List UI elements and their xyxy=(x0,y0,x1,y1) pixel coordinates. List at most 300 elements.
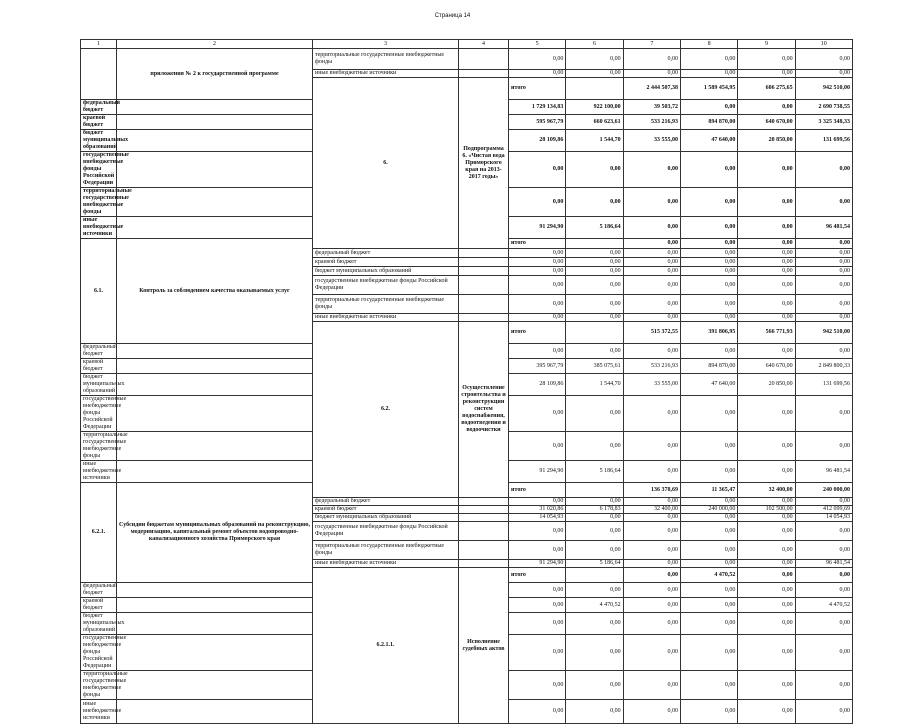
funding-source: бюджет муниципальных образований xyxy=(81,374,117,396)
amount-cell: 0,00 xyxy=(680,276,737,295)
amount-cell: 0,00 xyxy=(509,295,566,314)
amount-cell: 0,00 xyxy=(795,344,852,359)
empty-cell xyxy=(117,359,313,374)
amount-cell: 0,00 xyxy=(509,70,566,78)
item-code: 6.2. xyxy=(313,322,459,498)
empty-cell xyxy=(459,70,509,78)
amount-cell: 0,00 xyxy=(680,598,737,613)
amount-cell: 33 555,00 xyxy=(623,374,680,396)
amount-cell: 0,00 xyxy=(680,314,737,322)
funding-source: бюджет муниципальных образований xyxy=(81,613,117,635)
amount-cell: 0,00 xyxy=(509,432,566,461)
amount-cell: 0,00 xyxy=(738,239,795,249)
amount-cell: 0,00 xyxy=(623,671,680,700)
amount-cell: 0,00 xyxy=(509,188,566,217)
empty-cell xyxy=(117,671,313,700)
amount-cell: 102 500,00 xyxy=(738,506,795,514)
amount-cell: 5 186,64 xyxy=(566,461,623,483)
amount-cell: 0,00 xyxy=(795,522,852,541)
amount-cell: 0,00 xyxy=(623,700,680,724)
amount-cell: 894 870,00 xyxy=(680,359,737,374)
empty-cell xyxy=(117,598,313,613)
funding-source: краевой бюджет xyxy=(81,598,117,613)
amount-cell: 0,00 xyxy=(795,700,852,724)
amount-cell: 0,00 xyxy=(509,276,566,295)
amount-cell: 0,00 xyxy=(680,258,737,267)
funding-source: федеральный бюджет xyxy=(313,498,459,506)
amount-cell: 0,00 xyxy=(680,432,737,461)
column-number: 10 xyxy=(795,40,852,49)
amount-cell: 0,00 xyxy=(509,249,566,258)
amount-cell: 395 967,79 xyxy=(509,359,566,374)
item-code: 6.2.1.1. xyxy=(313,568,459,724)
amount-cell: 0,00 xyxy=(566,314,623,322)
amount-cell: 20 850,00 xyxy=(738,374,795,396)
funding-source: государственные внебюджетные фонды Российской Федерации xyxy=(313,522,459,541)
empty-cell xyxy=(459,267,509,276)
empty-cell xyxy=(117,344,313,359)
amount-cell: 894 870,00 xyxy=(680,115,737,130)
funding-source: итого xyxy=(509,568,566,583)
amount-cell: 47 640,00 xyxy=(680,130,737,152)
amount-cell: 0,00 xyxy=(623,635,680,671)
amount-cell: 0,00 xyxy=(566,267,623,276)
amount-cell: 0,00 xyxy=(680,498,737,506)
amount-cell: 11 365,47 xyxy=(680,483,737,498)
amount-cell: 0,00 xyxy=(509,671,566,700)
amount-cell: 4 470,52 xyxy=(795,598,852,613)
item-name: Подпрограмма 6. «Чистая вода Приморского края на 2013- 2017 годы» xyxy=(459,78,509,249)
column-number: 4 xyxy=(459,40,509,49)
amount-cell: 20 850,00 xyxy=(738,130,795,152)
empty-cell xyxy=(117,115,313,130)
amount-cell: 0,00 xyxy=(738,295,795,314)
funding-source: федеральный бюджет xyxy=(313,249,459,258)
amount-cell: 0,00 xyxy=(795,70,852,78)
amount-cell: 0,00 xyxy=(509,700,566,724)
amount-cell: 5 186,64 xyxy=(566,217,623,239)
amount-cell: 385 075,61 xyxy=(566,359,623,374)
amount-cell: 1 544,70 xyxy=(566,374,623,396)
amount-cell: 0,00 xyxy=(738,49,795,70)
amount-cell: 0,00 xyxy=(795,276,852,295)
amount-cell: 0,00 xyxy=(738,461,795,483)
amount-cell: 5 186,64 xyxy=(566,560,623,568)
amount-cell: 0,00 xyxy=(795,583,852,598)
amount-cell: 28 109,86 xyxy=(509,130,566,152)
funding-source: краевой бюджет xyxy=(81,359,117,374)
amount-cell: 0,00 xyxy=(566,152,623,188)
amount-cell: 0,00 xyxy=(623,239,680,249)
amount-cell: 0,00 xyxy=(623,396,680,432)
amount-cell: 131 699,56 xyxy=(795,130,852,152)
amount-cell: 0,00 xyxy=(795,152,852,188)
amount-cell: 4 470,52 xyxy=(566,598,623,613)
amount-cell: 0,00 xyxy=(623,188,680,217)
amount-cell: 91 294,90 xyxy=(509,560,566,568)
amount-cell: 0,00 xyxy=(623,276,680,295)
amount-cell: 0,00 xyxy=(680,152,737,188)
amount-cell: 0,00 xyxy=(680,522,737,541)
amount-cell: 0,00 xyxy=(738,598,795,613)
amount-cell: 0,00 xyxy=(738,188,795,217)
amount-cell: 0,00 xyxy=(680,295,737,314)
amount-cell: 0,00 xyxy=(680,396,737,432)
funding-source: бюджет муниципальных образований xyxy=(313,267,459,276)
amount-cell: 0,00 xyxy=(509,583,566,598)
funding-source: иные внебюджетные источники xyxy=(81,461,117,483)
funding-source: итого xyxy=(509,78,566,100)
amount-cell: 0,00 xyxy=(509,258,566,267)
amount-cell: 0,00 xyxy=(509,541,566,560)
column-number: 6 xyxy=(566,40,623,49)
empty-cell xyxy=(459,498,509,506)
amount-cell: 0,00 xyxy=(795,396,852,432)
amount-cell: 0,00 xyxy=(623,267,680,276)
funding-source: территориальные государственные внебюджетные фонды xyxy=(81,188,117,217)
empty-cell xyxy=(459,560,509,568)
funding-source: государственные внебюджетные фонды Российской Федерации xyxy=(81,152,117,188)
amount-cell: 0,00 xyxy=(509,613,566,635)
amount-cell: 0,00 xyxy=(566,583,623,598)
funding-source: иные внебюджетные источники xyxy=(81,217,117,239)
empty-cell xyxy=(566,239,623,249)
empty-cell xyxy=(117,635,313,671)
column-number: 9 xyxy=(738,40,795,49)
amount-cell: 533 216,93 xyxy=(623,115,680,130)
amount-cell: 0,00 xyxy=(680,671,737,700)
funding-source: иные внебюджетные источники xyxy=(313,314,459,322)
column-number: 5 xyxy=(509,40,566,49)
empty-cell xyxy=(117,217,313,239)
amount-cell: 0,00 xyxy=(795,49,852,70)
empty-cell xyxy=(117,613,313,635)
amount-cell: 0,00 xyxy=(738,613,795,635)
item-code: 6.1. xyxy=(81,239,117,344)
amount-cell: 2 444 507,38 xyxy=(623,78,680,100)
amount-cell: 0,00 xyxy=(795,258,852,267)
amount-cell: 0,00 xyxy=(623,568,680,583)
empty-cell xyxy=(459,249,509,258)
item-name: приложения № 2 к государственной программе xyxy=(117,49,313,100)
amount-cell: 96 481,54 xyxy=(795,461,852,483)
amount-cell: 0,00 xyxy=(680,217,737,239)
funding-source: территориальные государственные внебюджетные фонды xyxy=(313,541,459,560)
item-name: Осуществление строительства и реконструкции систем водоснабжения, водоотведения и водоочистки xyxy=(459,322,509,498)
empty-cell xyxy=(117,432,313,461)
amount-cell: 0,00 xyxy=(680,188,737,217)
funding-source: итого xyxy=(509,483,566,498)
column-number: 2 xyxy=(117,40,313,49)
amount-cell: 96 481,54 xyxy=(795,560,852,568)
funding-source: итого xyxy=(509,322,566,344)
empty-cell xyxy=(459,506,509,514)
amount-cell: 0,00 xyxy=(566,249,623,258)
funding-source: территориальные государственные внебюджетные фонды xyxy=(313,295,459,314)
funding-source: государственные внебюджетные фонды Российской Федерации xyxy=(81,396,117,432)
amount-cell: 0,00 xyxy=(566,635,623,671)
amount-cell: 0,00 xyxy=(566,700,623,724)
empty-cell xyxy=(459,49,509,70)
amount-cell: 0,00 xyxy=(680,70,737,78)
amount-cell: 0,00 xyxy=(623,49,680,70)
amount-cell: 942 510,00 xyxy=(795,78,852,100)
amount-cell: 0,00 xyxy=(738,522,795,541)
item-code xyxy=(81,49,117,100)
amount-cell: 0,00 xyxy=(738,276,795,295)
amount-cell: 31 020,86 xyxy=(509,506,566,514)
empty-cell xyxy=(117,583,313,598)
amount-cell: 0,00 xyxy=(623,560,680,568)
amount-cell: 0,00 xyxy=(509,635,566,671)
amount-cell: 14 054,93 xyxy=(795,514,852,522)
budget-table xyxy=(80,39,853,724)
column-number: 3 xyxy=(313,40,459,49)
funding-source: иные внебюджетные источники xyxy=(81,700,117,724)
funding-source: федеральный бюджет xyxy=(81,100,117,115)
amount-cell: 2 690 738,55 xyxy=(795,100,852,115)
amount-cell: 0,00 xyxy=(623,541,680,560)
amount-cell: 0,00 xyxy=(680,344,737,359)
amount-cell: 0,00 xyxy=(623,344,680,359)
amount-cell: 32 400,00 xyxy=(623,506,680,514)
empty-cell xyxy=(117,700,313,724)
amount-cell: 0,00 xyxy=(738,541,795,560)
amount-cell: 0,00 xyxy=(738,700,795,724)
funding-source: краевой бюджет xyxy=(81,115,117,130)
amount-cell: 32 400,00 xyxy=(738,483,795,498)
amount-cell: 1 589 454,95 xyxy=(680,78,737,100)
amount-cell: 0,00 xyxy=(623,295,680,314)
amount-cell: 0,00 xyxy=(795,671,852,700)
amount-cell: 0,00 xyxy=(680,239,737,249)
amount-cell: 0,00 xyxy=(509,314,566,322)
empty-cell xyxy=(459,276,509,295)
amount-cell: 606 275,65 xyxy=(738,78,795,100)
column-number: 1 xyxy=(81,40,117,49)
amount-cell: 0,00 xyxy=(566,70,623,78)
amount-cell: 660 623,61 xyxy=(566,115,623,130)
column-number-row xyxy=(81,40,853,49)
amount-cell: 412 099,69 xyxy=(795,506,852,514)
amount-cell: 0,00 xyxy=(738,514,795,522)
amount-cell: 0,00 xyxy=(623,314,680,322)
amount-cell: 0,00 xyxy=(795,498,852,506)
amount-cell: 0,00 xyxy=(623,613,680,635)
column-number: 8 xyxy=(680,40,737,49)
amount-cell: 0,00 xyxy=(795,568,852,583)
amount-cell: 0,00 xyxy=(795,541,852,560)
amount-cell: 0,00 xyxy=(680,541,737,560)
funding-source: государственные внебюджетные фонды Российской Федерации xyxy=(81,635,117,671)
amount-cell: 0,00 xyxy=(738,583,795,598)
amount-cell: 0,00 xyxy=(623,217,680,239)
amount-cell: 0,00 xyxy=(738,249,795,258)
amount-cell: 0,00 xyxy=(738,432,795,461)
amount-cell: 0,00 xyxy=(795,249,852,258)
amount-cell: 6 178,83 xyxy=(566,506,623,514)
funding-source: бюджет муниципальных образований xyxy=(81,130,117,152)
amount-cell: 96 481,54 xyxy=(795,217,852,239)
amount-cell: 0,00 xyxy=(680,583,737,598)
amount-cell: 0,00 xyxy=(566,514,623,522)
amount-cell: 0,00 xyxy=(680,267,737,276)
empty-cell xyxy=(459,522,509,541)
empty-cell xyxy=(459,514,509,522)
amount-cell: 0,00 xyxy=(509,522,566,541)
amount-cell: 1 729 134,83 xyxy=(509,100,566,115)
item-name: Субсидии бюджетам муниципальных образований на реконструкцию, модернизацию, капитальный ремонт объектов водопроводно-канализационного хозяйства Приморского края xyxy=(117,483,313,583)
amount-cell: 0,00 xyxy=(738,635,795,671)
amount-cell: 0,00 xyxy=(738,344,795,359)
amount-cell: 0,00 xyxy=(509,267,566,276)
funding-source: итого xyxy=(509,239,566,249)
amount-cell: 0,00 xyxy=(623,514,680,522)
amount-cell: 0,00 xyxy=(623,249,680,258)
amount-cell: 28 109,86 xyxy=(509,374,566,396)
amount-cell: 4 470,52 xyxy=(680,568,737,583)
amount-cell: 0,00 xyxy=(738,152,795,188)
amount-cell: 91 294,90 xyxy=(509,217,566,239)
amount-cell: 0,00 xyxy=(509,344,566,359)
amount-cell: 0,00 xyxy=(680,560,737,568)
amount-cell: 0,00 xyxy=(738,314,795,322)
amount-cell: 0,00 xyxy=(795,635,852,671)
amount-cell: 0,00 xyxy=(795,267,852,276)
amount-cell: 0,00 xyxy=(680,249,737,258)
funding-source: территориальные государственные внебюджетные фонды xyxy=(81,671,117,700)
empty-cell xyxy=(566,483,623,498)
amount-cell: 240 000,00 xyxy=(680,506,737,514)
table-row xyxy=(81,49,853,70)
amount-cell: 640 670,00 xyxy=(738,115,795,130)
amount-cell: 0,00 xyxy=(738,396,795,432)
amount-cell: 0,00 xyxy=(623,583,680,598)
amount-cell: 0,00 xyxy=(623,498,680,506)
item-name: Исполнение судебных актов xyxy=(459,568,509,724)
amount-cell: 0,00 xyxy=(509,49,566,70)
funding-source: территориальные государственные внебюджетные фонды xyxy=(81,432,117,461)
amount-cell: 0,00 xyxy=(566,276,623,295)
amount-cell: 0,00 xyxy=(566,258,623,267)
empty-cell xyxy=(459,258,509,267)
empty-cell xyxy=(117,100,313,115)
amount-cell: 0,00 xyxy=(738,498,795,506)
amount-cell: 0,00 xyxy=(509,152,566,188)
empty-cell xyxy=(117,130,313,152)
amount-cell: 39 503,72 xyxy=(623,100,680,115)
empty-cell xyxy=(566,78,623,100)
amount-cell: 91 294,90 xyxy=(509,461,566,483)
empty-cell xyxy=(117,461,313,483)
amount-cell: 0,00 xyxy=(623,152,680,188)
empty-cell xyxy=(117,152,313,188)
amount-cell: 566 771,93 xyxy=(738,322,795,344)
funding-source: краевой бюджет xyxy=(313,258,459,267)
empty-cell xyxy=(566,568,623,583)
page-header: Страница 14 xyxy=(434,13,471,19)
amount-cell: 515 372,55 xyxy=(623,322,680,344)
funding-source: краевой бюджет xyxy=(313,506,459,514)
funding-source: федеральный бюджет xyxy=(81,344,117,359)
amount-cell: 0,00 xyxy=(680,461,737,483)
funding-source: государственные внебюджетные фонды Российской Федерации xyxy=(313,276,459,295)
empty-cell xyxy=(566,322,623,344)
amount-cell: 0,00 xyxy=(680,700,737,724)
amount-cell: 33 555,00 xyxy=(623,130,680,152)
amount-cell: 0,00 xyxy=(566,498,623,506)
amount-cell: 0,00 xyxy=(738,671,795,700)
amount-cell: 0,00 xyxy=(566,188,623,217)
funding-source: иные внебюджетные источники xyxy=(313,70,459,78)
item-name: Контроль за соблюдением качества оказываемых услуг xyxy=(117,239,313,344)
funding-source: бюджет муниципальных образований xyxy=(313,514,459,522)
amount-cell: 942 510,00 xyxy=(795,322,852,344)
amount-cell: 0,00 xyxy=(680,635,737,671)
amount-cell: 0,00 xyxy=(566,613,623,635)
amount-cell: 131 699,56 xyxy=(795,374,852,396)
amount-cell: 0,00 xyxy=(738,560,795,568)
amount-cell: 922 100,00 xyxy=(566,100,623,115)
amount-cell: 0,00 xyxy=(566,432,623,461)
amount-cell: 2 849 800,33 xyxy=(795,359,852,374)
amount-cell: 0,00 xyxy=(566,344,623,359)
empty-cell xyxy=(459,314,509,322)
amount-cell: 0,00 xyxy=(623,461,680,483)
item-code: 6.2.1. xyxy=(81,483,117,583)
amount-cell: 0,00 xyxy=(795,314,852,322)
amount-cell: 0,00 xyxy=(566,522,623,541)
amount-cell: 0,00 xyxy=(623,432,680,461)
amount-cell: 0,00 xyxy=(509,396,566,432)
funding-source: федеральный бюджет xyxy=(81,583,117,598)
amount-cell: 0,00 xyxy=(795,188,852,217)
amount-cell: 0,00 xyxy=(795,295,852,314)
amount-cell: 0,00 xyxy=(566,671,623,700)
amount-cell: 0,00 xyxy=(795,239,852,249)
amount-cell: 0,00 xyxy=(566,396,623,432)
amount-cell: 0,00 xyxy=(738,267,795,276)
amount-cell: 14 054,93 xyxy=(509,514,566,522)
funding-source: иные внебюджетные источники xyxy=(313,560,459,568)
amount-cell: 0,00 xyxy=(738,568,795,583)
amount-cell: 0,00 xyxy=(623,522,680,541)
amount-cell: 0,00 xyxy=(795,432,852,461)
column-number: 7 xyxy=(623,40,680,49)
amount-cell: 0,00 xyxy=(680,613,737,635)
amount-cell: 240 000,00 xyxy=(795,483,852,498)
amount-cell: 0,00 xyxy=(680,49,737,70)
empty-cell xyxy=(459,295,509,314)
amount-cell: 0,00 xyxy=(566,49,623,70)
amount-cell: 595 967,79 xyxy=(509,115,566,130)
amount-cell: 0,00 xyxy=(738,70,795,78)
amount-cell: 0,00 xyxy=(738,100,795,115)
amount-cell: 0,00 xyxy=(680,514,737,522)
amount-cell: 47 640,00 xyxy=(680,374,737,396)
amount-cell: 0,00 xyxy=(795,613,852,635)
amount-cell: 0,00 xyxy=(738,258,795,267)
amount-cell: 0,00 xyxy=(623,258,680,267)
empty-cell xyxy=(117,374,313,396)
amount-cell: 640 670,00 xyxy=(738,359,795,374)
amount-cell: 1 544,70 xyxy=(566,130,623,152)
empty-cell xyxy=(459,541,509,560)
amount-cell: 0,00 xyxy=(566,295,623,314)
amount-cell: 136 378,69 xyxy=(623,483,680,498)
amount-cell: 3 325 348,33 xyxy=(795,115,852,130)
item-code: 6. xyxy=(313,78,459,249)
